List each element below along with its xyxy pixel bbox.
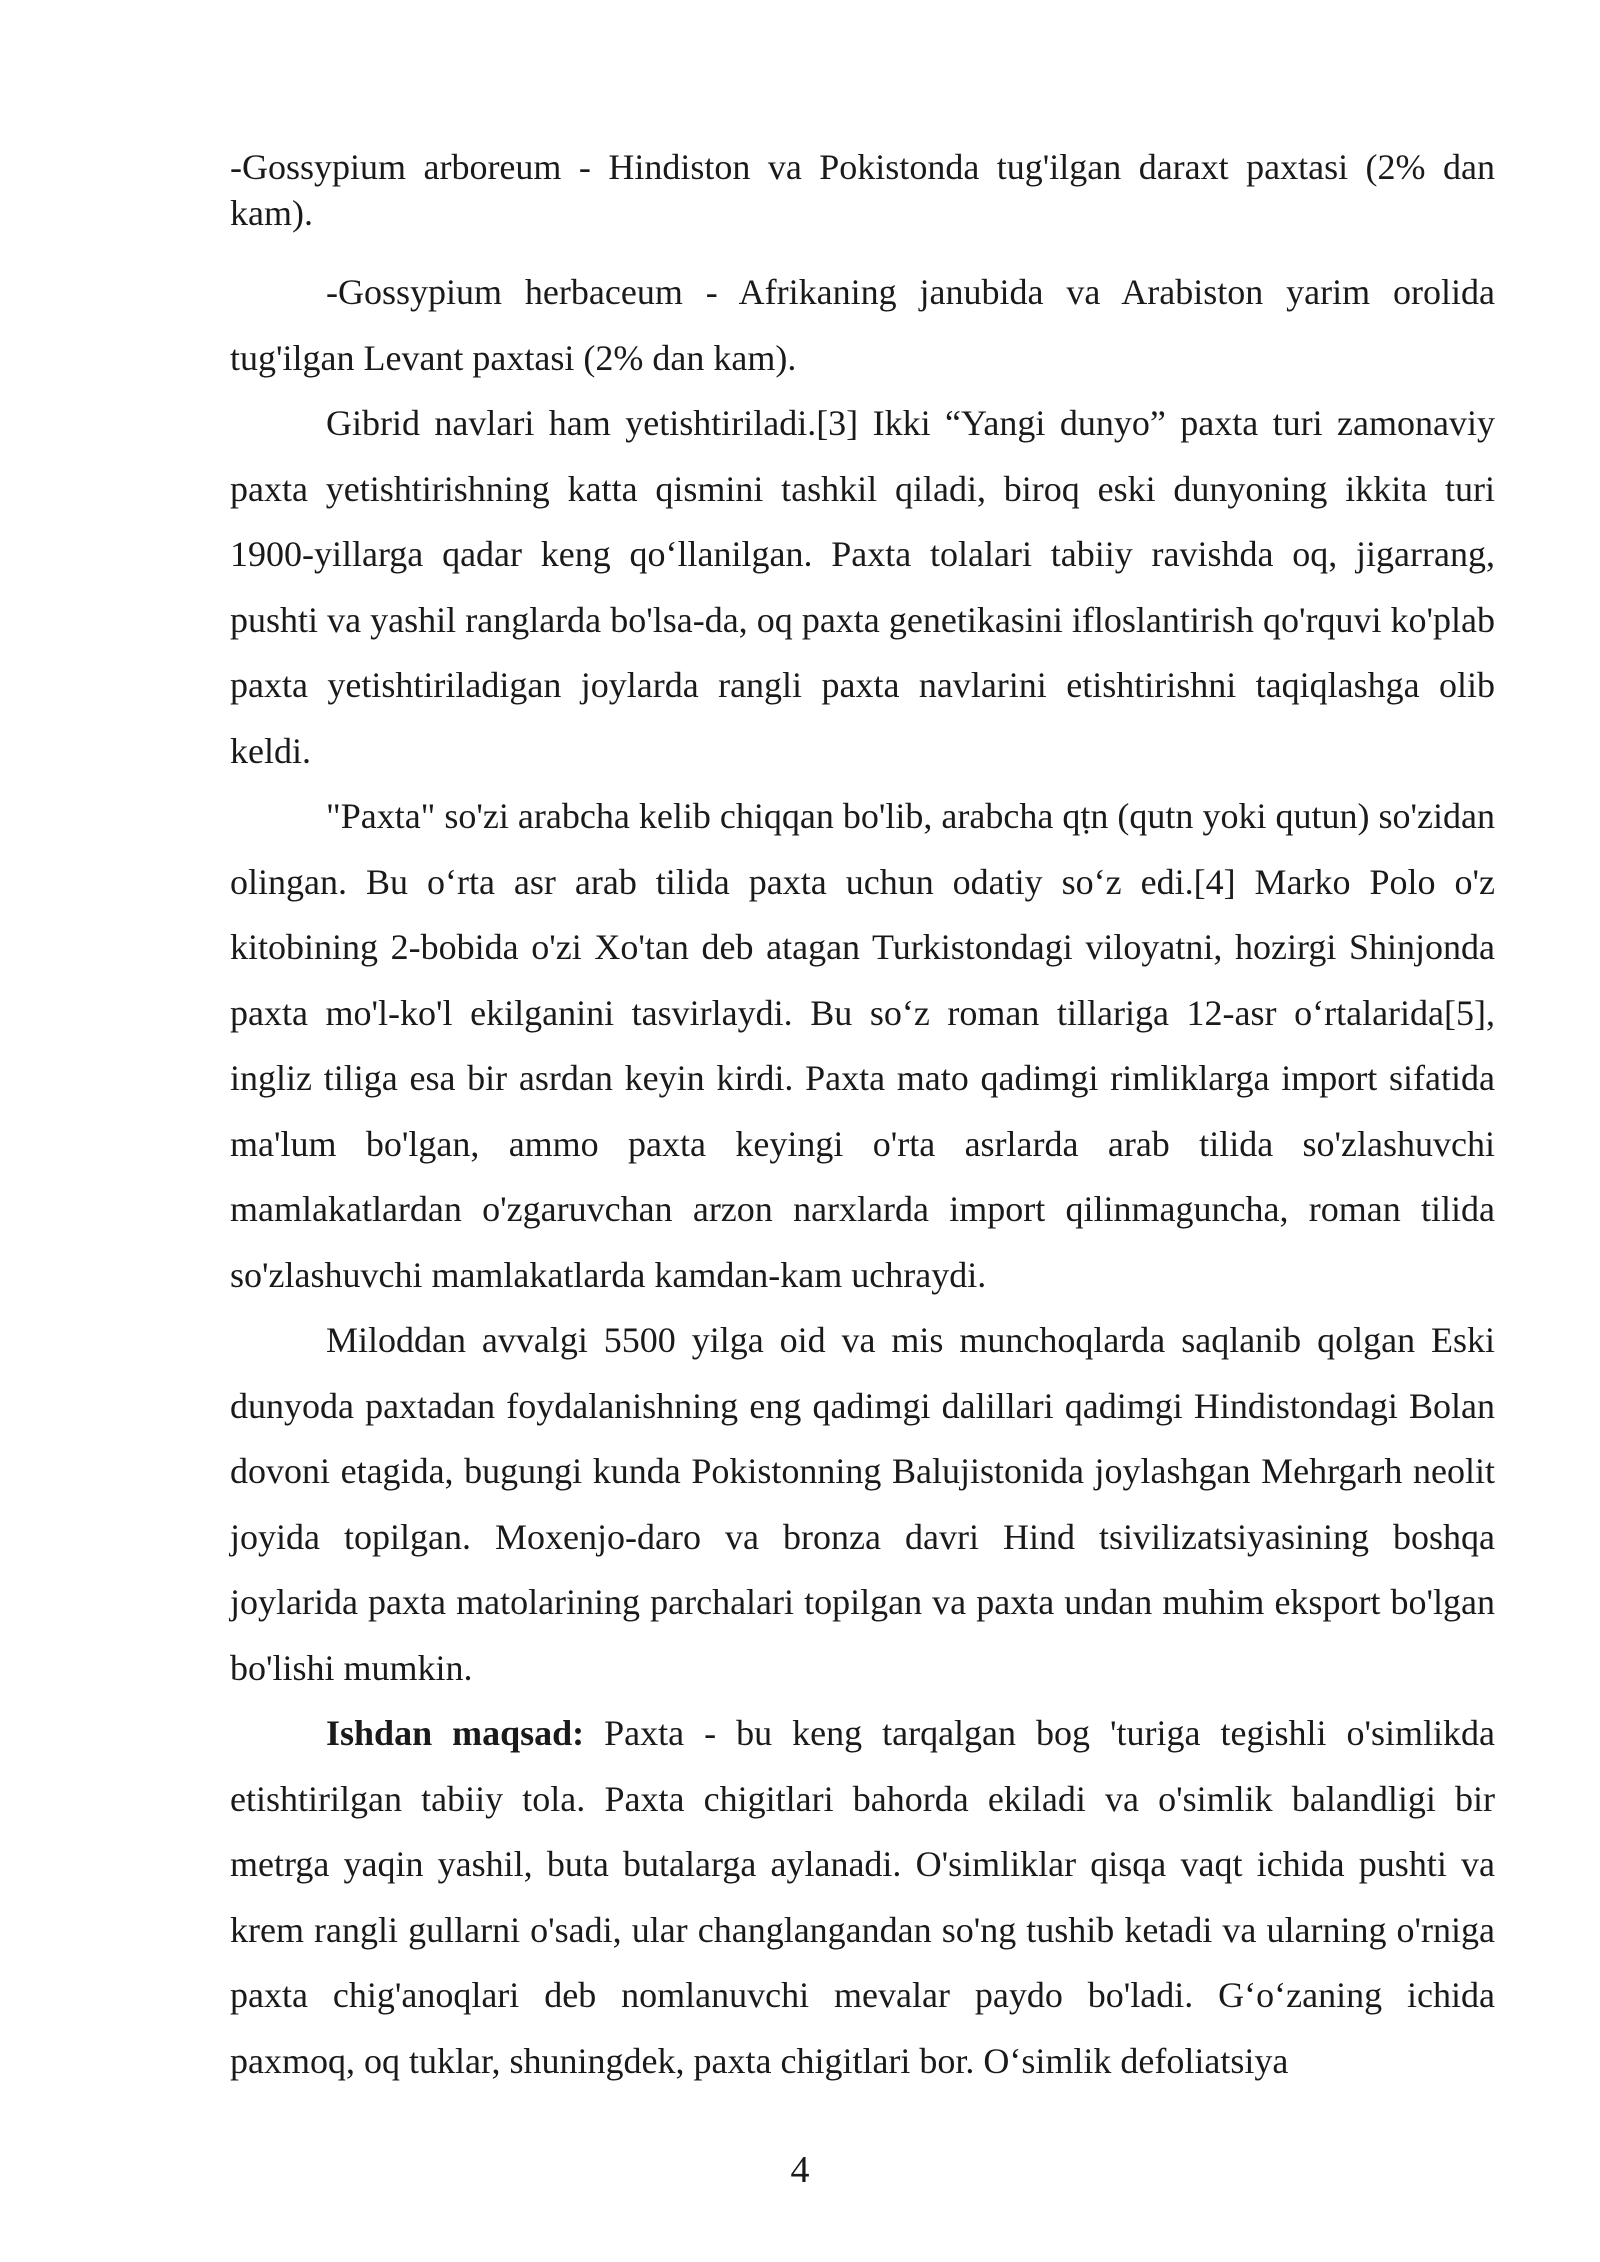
purpose-heading: Ishdan maqsad: [326, 1713, 585, 1753]
purpose-text: Paxta - bu keng tarqalgan bog 'turiga tegishli o'simlikda etishtirilgan tabiiy tola. Paxta chigitlari bahorda ekiladi va o'simlik balandligi bir metrga yaqin yashil, buta butalarga aylanadi. O'simliklar qisqa vaqt ichida pushti va krem rangli gullarni o'sadi, ular changlangandan so'ng tushib ketadi va ularning o'rniga paxta chig'anoqlari deb nomlanuvchi mevalar paydo bo'ladi. G‘o‘zaning ichida paxmoq, oq tuklar, shuningdek, paxta chigitlari bor. O‘simlik defoliatsiya [230, 1713, 1495, 2081]
paragraph-cotton-history: Miloddan avvalgi 5500 yilga oid va mis munchoqlarda saqlanib qolgan Eski dunyoda paxtadan foydalanishning eng qadimgi dalillari qadimgi Hindistondagi Bolan dovoni etagida, bugungi kunda Pokistonning Balujistonida joylashgan Mehrgarh neolit joyida topilgan. Moxenjo-daro va bronza davri Hind tsivilizatsiyasining boshqa joylarida paxta matolarining parchalari topilgan va paxta undan muhim eksport bo'lgan bo'lishi mumkin. [230, 1320, 1495, 1688]
paragraph-gossypium-arboreum: -Gossypium arboreum - Hindiston va Pokistonda tug'ilgan daraxt paxtasi (2% dan kam). [230, 147, 1495, 233]
document-page [230, 144, 1495, 2094]
paragraph-work-purpose [230, 1701, 1495, 2094]
page-number: 4 [790, 2149, 810, 2191]
paragraph-word-etymology: "Paxta" so'zi arabcha kelib chiqqan bo'lib, arabcha qṭn (qutn yoki qutun) so'zidan olingan. Bu o‘rta asr arab tilida paxta uchun odatiy so‘z edi.[4] Marko Polo o'z kitobining 2-bobida o'zi Xo'tan deb atagan Turkistondagi viloyatni, hozirgi Shinjonda paxta mo'l-ko'l ekilganini tasvirlaydi. Bu so‘z roman tillariga 12-asr o‘rtalarida[5], ingliz tiliga esa bir asrdan keyin kirdi. Paxta mato qadimgi rimliklarga import sifatida ma'lum bo'lgan, ammo paxta keyingi o'rta asrlarda arab tilida so'zlashuvchi mamlakatlardan o'zgaruvchan arzon narxlarda import qilinmaguncha, roman tilida so'zlashuvchi mamlakatlarda kamdan-kam uchraydi. [230, 796, 1495, 1295]
paragraph-gossypium-herbaceum: -Gossypium herbaceum - Afrikaning janubida va Arabiston yarim orolida tug'ilgan Levant paxtasi (2% dan kam). [230, 272, 1495, 378]
paragraph-hybrid-varieties: Gibrid navlari ham yetishtiriladi.[3] Ikki “Yangi dunyo” paxta turi zamonaviy paxta yetishtirishning katta qismini tashkil qiladi, biroq eski dunyoning ikkita turi 1900-yillarga qadar keng qo‘llanilgan. Paxta tolalari tabiiy ravishda oq, jigarrang, pushti va yashil ranglarda bo'lsa-da, oq paxta genetikasini ifloslantirish qo'rquvi ko'plab paxta yetishtiriladigan joylarda rangli paxta navlarini etishtirishni taqiqlashga olib keldi. [230, 403, 1495, 771]
